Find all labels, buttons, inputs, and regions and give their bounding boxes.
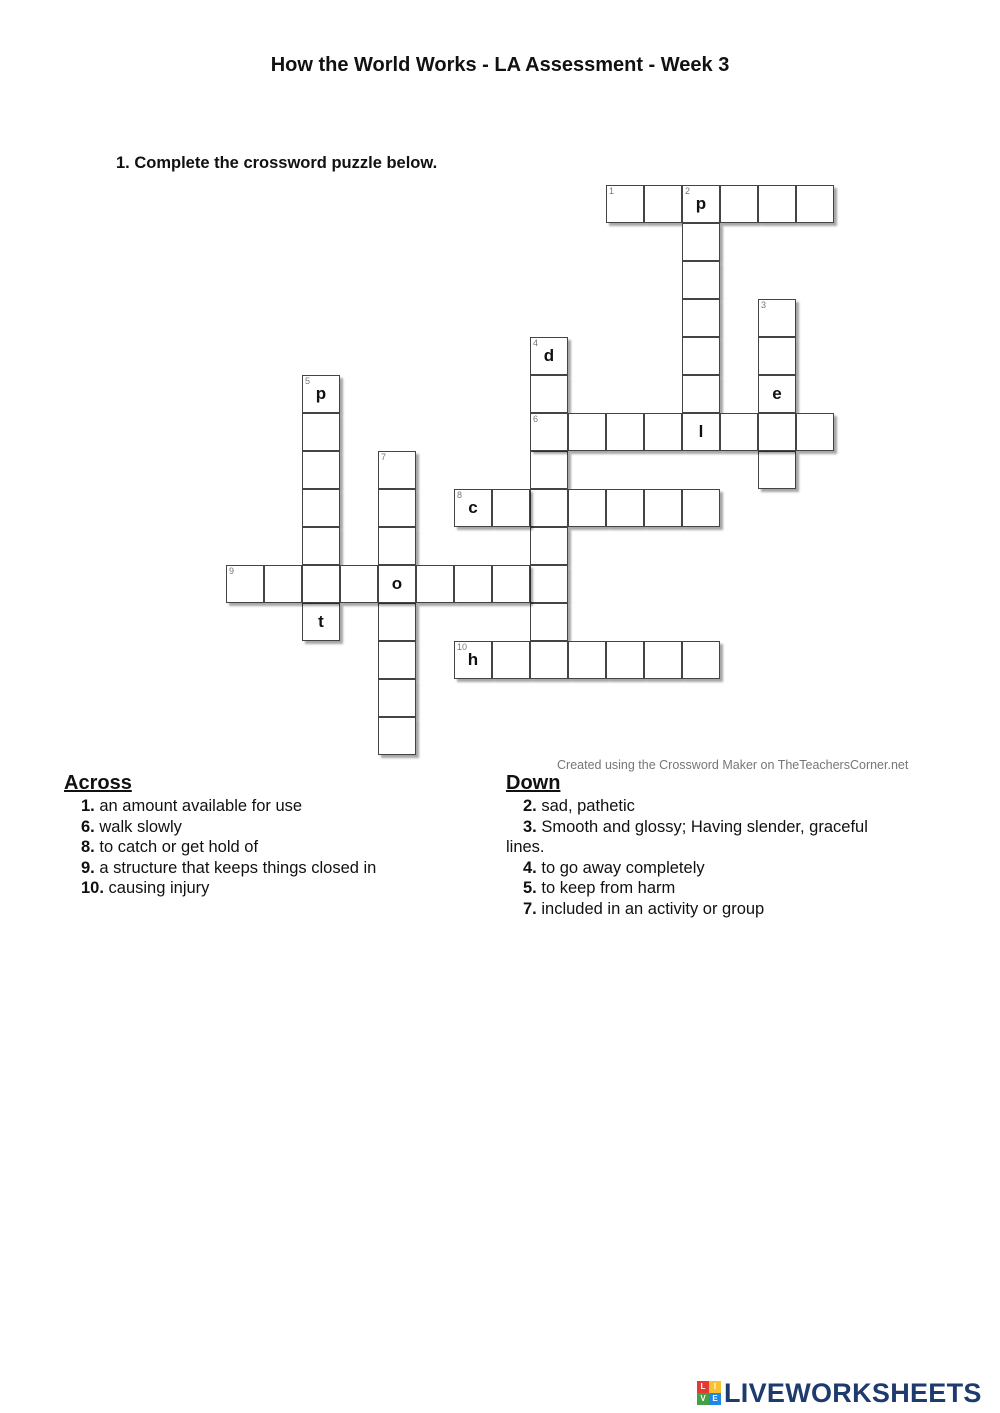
crossword-cell[interactable]: [302, 413, 340, 451]
crossword-cell[interactable]: [758, 375, 796, 413]
clue-item: 1. an amount available for use: [81, 797, 303, 815]
crossword-cell[interactable]: [302, 527, 340, 565]
crossword-cell[interactable]: [264, 565, 302, 603]
cell-number: 1: [609, 186, 615, 196]
crossword-cell[interactable]: [758, 299, 796, 337]
instruction-text: 1. Complete the crossword puzzle below.: [116, 154, 438, 172]
crossword-cell[interactable]: [682, 261, 720, 299]
crossword-cell[interactable]: [530, 413, 568, 451]
cell-letter: l: [698, 422, 704, 441]
cell-letter: c: [468, 498, 478, 517]
crossword-cell[interactable]: [530, 375, 568, 413]
down-clues: [506, 772, 906, 919]
crossword-cell[interactable]: [378, 527, 416, 565]
across-clues: [64, 772, 484, 899]
credit-text: Created using the Crossword Maker on TheTeachersCorner.net: [557, 758, 909, 772]
cell-letter: h: [467, 650, 479, 669]
crossword-cell[interactable]: [302, 451, 340, 489]
crossword-cell[interactable]: [606, 413, 644, 451]
clue-item: 6. walk slowly: [81, 817, 182, 836]
crossword-cell[interactable]: [720, 185, 758, 223]
cell-letter: t: [318, 612, 324, 631]
crossword-cell[interactable]: [796, 413, 834, 451]
page-title: How the World Works - LA Assessment - Week 3: [270, 54, 730, 76]
crossword-cell[interactable]: [378, 565, 416, 603]
crossword-cell[interactable]: [454, 565, 492, 603]
crossword-cell[interactable]: [568, 489, 606, 527]
clue-item: 5. to keep from harm: [523, 879, 676, 897]
crossword-cell[interactable]: [682, 489, 720, 527]
cell-number: 3: [761, 300, 767, 310]
logo-icon: [697, 1381, 721, 1405]
logo-icon-tile: E: [709, 1393, 721, 1405]
crossword-cell[interactable]: [682, 185, 720, 223]
crossword-cell[interactable]: [530, 603, 568, 641]
crossword-cell[interactable]: [378, 489, 416, 527]
cell-number: 7: [381, 452, 387, 462]
crossword-cell[interactable]: [720, 413, 758, 451]
crossword-cell[interactable]: [454, 641, 492, 679]
crossword-cell[interactable]: [796, 185, 834, 223]
crossword-cell[interactable]: [758, 185, 796, 223]
crossword-cell[interactable]: [758, 451, 796, 489]
clue-item: 3. Smooth and glossy; Having slender, graceful: [523, 817, 868, 836]
crossword-cell[interactable]: [682, 337, 720, 375]
crossword-cell[interactable]: [340, 565, 378, 603]
cell-letter: p: [315, 384, 327, 403]
crossword-cell[interactable]: [644, 641, 682, 679]
crossword-cell[interactable]: [644, 413, 682, 451]
crossword-cell[interactable]: [568, 641, 606, 679]
liveworksheets-logo: [697, 1375, 982, 1411]
crossword-cell[interactable]: [682, 375, 720, 413]
crossword-cell[interactable]: [530, 641, 568, 679]
crossword-cell[interactable]: [530, 565, 568, 603]
crossword-cell[interactable]: [606, 185, 644, 223]
clue-item: 10. causing injury: [81, 879, 210, 897]
crossword-cell[interactable]: [682, 299, 720, 337]
crossword-cell[interactable]: [492, 489, 530, 527]
cell-number: 9: [229, 566, 235, 576]
down-heading: Down: [506, 772, 561, 794]
crossword-cell[interactable]: [302, 603, 340, 641]
crossword-cell[interactable]: [378, 717, 416, 755]
crossword-cell[interactable]: [606, 641, 644, 679]
crossword-cell[interactable]: [492, 565, 530, 603]
crossword-cell[interactable]: [682, 413, 720, 451]
clue-item: 4. to go away completely: [523, 858, 705, 877]
crossword-cell[interactable]: [378, 679, 416, 717]
crossword-cell[interactable]: [416, 565, 454, 603]
crossword-cell[interactable]: [644, 489, 682, 527]
cell-number: 10: [457, 642, 468, 652]
crossword-cell[interactable]: [530, 451, 568, 489]
crossword-cell[interactable]: [454, 489, 492, 527]
crossword-cell[interactable]: [568, 413, 606, 451]
crossword-cell[interactable]: [302, 489, 340, 527]
crossword-cell[interactable]: [302, 565, 340, 603]
cell-letter: d: [543, 346, 555, 365]
cell-letter: o: [391, 574, 403, 593]
logo-icon-tile: V: [697, 1393, 709, 1405]
across-heading: Across: [64, 772, 132, 794]
cell-number: 8: [457, 490, 463, 500]
crossword-cell[interactable]: [606, 489, 644, 527]
crossword-cell[interactable]: [530, 527, 568, 565]
cell-letter: e: [772, 384, 782, 403]
crossword-cell[interactable]: [682, 223, 720, 261]
clue-item: 2. sad, pathetic: [523, 797, 635, 815]
crossword-cell[interactable]: [530, 489, 568, 527]
clue-item: 7. included in an activity or group: [523, 899, 765, 918]
cell-number: 6: [533, 414, 539, 424]
crossword-cell[interactable]: [378, 451, 416, 489]
cell-number: 2: [685, 186, 691, 196]
crossword-cell[interactable]: [302, 375, 340, 413]
crossword-cell[interactable]: [492, 641, 530, 679]
logo-icon-tile: L: [697, 1381, 709, 1393]
crossword-cell[interactable]: [682, 641, 720, 679]
crossword-cell[interactable]: [530, 337, 568, 375]
crossword-cell[interactable]: [758, 413, 796, 451]
crossword-cell[interactable]: [226, 565, 264, 603]
crossword-cell[interactable]: [758, 337, 796, 375]
clue-item: 9. a structure that keeps things closed in: [81, 858, 377, 877]
cell-number: 4: [533, 338, 539, 348]
clue-continuation: lines.: [506, 838, 545, 856]
crossword-cell[interactable]: [378, 641, 416, 679]
crossword-cell[interactable]: [378, 603, 416, 641]
clue-item: 8. to catch or get hold of: [81, 838, 259, 856]
cell-letter: p: [695, 194, 707, 213]
crossword-cell[interactable]: [644, 185, 682, 223]
cell-number: 5: [305, 376, 311, 386]
logo-icon-tile: I: [709, 1381, 721, 1393]
logo-text: LIVEWORKSHEETS: [724, 1377, 982, 1408]
